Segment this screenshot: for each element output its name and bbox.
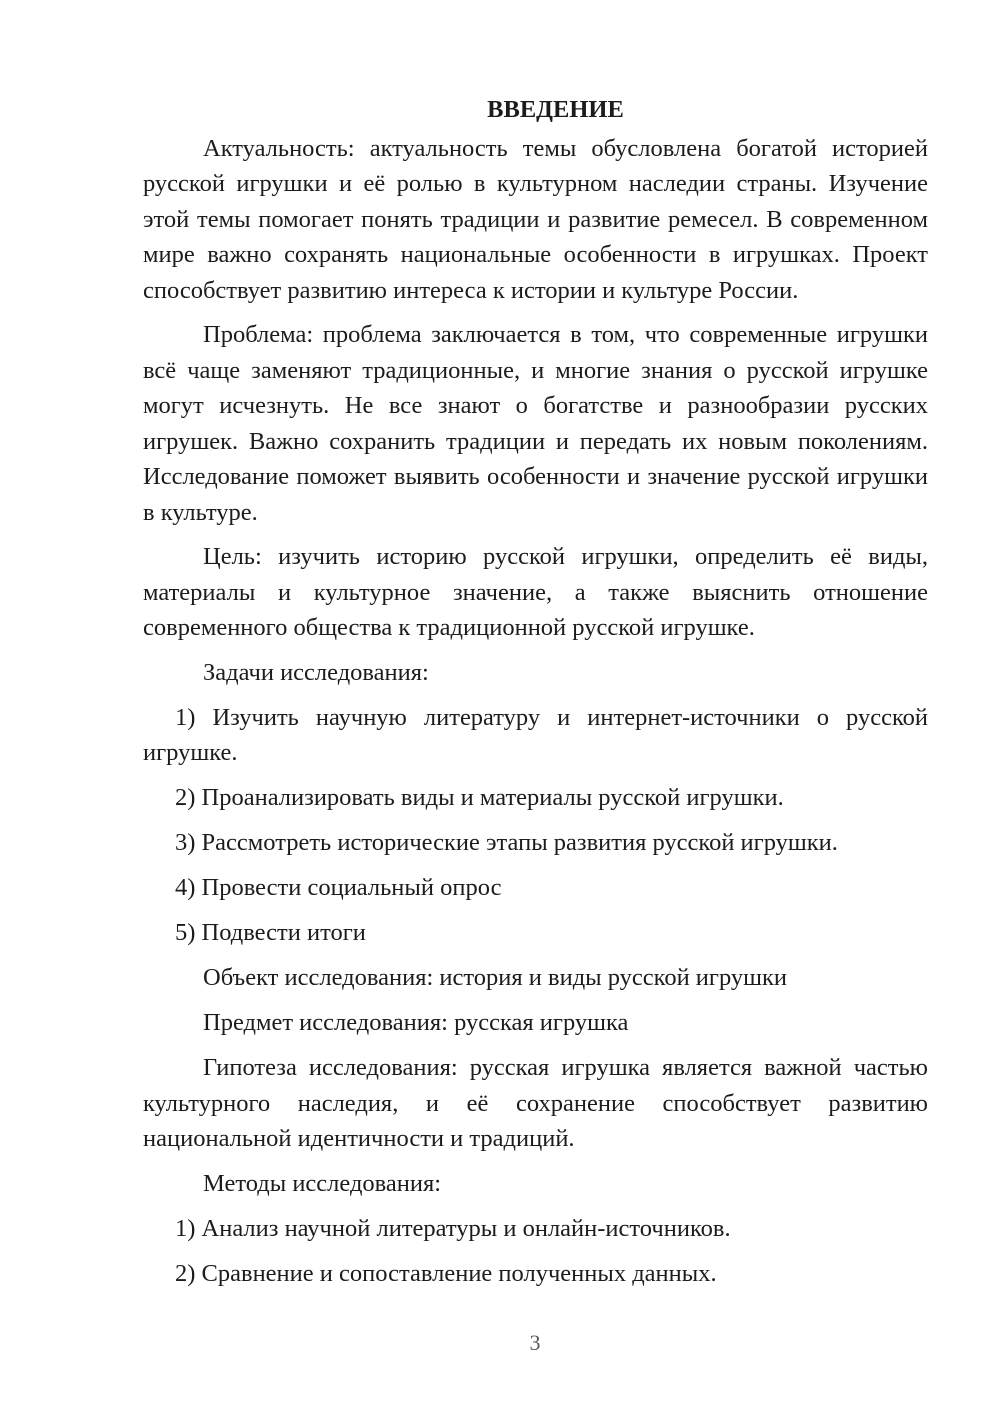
hypothesis-paragraph: Гипотеза исследования: русская игрушка является важной частью культурного наследия, и её сохранение способствует развитию национальной идентичности и традиций. <box>143 1054 928 1152</box>
relevance-paragraph: Актуальность: актуальность темы обусловлена богатой историей русской игрушки и её ролью в культурном наследии страны. Изучение этой темы помогает понять традиции и развитие ремесел. В современном мире важно сохранять национальные особенности в игрушках. Проект способствует развитию интереса к истории и культуре России. <box>143 134 928 304</box>
task-item-2: 2) Проанализировать виды и материалы русской игрушки. <box>175 784 784 811</box>
task-item-5: 5) Подвести итоги <box>175 919 366 946</box>
research-subject: Предмет исследования: русская игрушка <box>203 1009 629 1036</box>
page-body <box>143 92 928 1301</box>
goal-paragraph: Цель: изучить историю русской игрушки, определить её виды, материалы и культурное значение, а также выяснить отношение современного общества к традиционной русской игрушке. <box>143 543 928 641</box>
method-item-1: 1) Анализ научной литературы и онлайн-источников. <box>175 1214 731 1242</box>
methods-heading: Методы исследования: <box>203 1169 442 1197</box>
method-item-2: 2) Сравнение и сопоставление полученных данных. <box>175 1259 717 1287</box>
problem-paragraph: Проблема: проблема заключается в том, что современные игрушки всё чаще заменяют традиционные, и многие знания о русской игрушке могут исчезнуть. Не все знают о богатстве и разнообразии русских игрушек. Важно сохранить традиции и передать их новым поколениям. Исследование поможет выявить особенности и значение русской игрушки в культуре. <box>143 321 928 526</box>
task-item-1: 1) Изучить научную литературу и интернет-источники о русской игрушке. <box>143 703 928 766</box>
task-item-4: 4) Провести социальный опрос <box>175 874 502 901</box>
task-item-3: 3) Рассмотреть исторические этапы развития русской игрушки. <box>175 829 838 856</box>
tasks-heading: Задачи исследования: <box>203 658 429 686</box>
research-object: Объект исследования: история и виды русской игрушки <box>203 964 788 991</box>
page-number: 3 <box>529 1330 541 1355</box>
section-title: ВВЕДЕНИЕ <box>487 96 624 123</box>
